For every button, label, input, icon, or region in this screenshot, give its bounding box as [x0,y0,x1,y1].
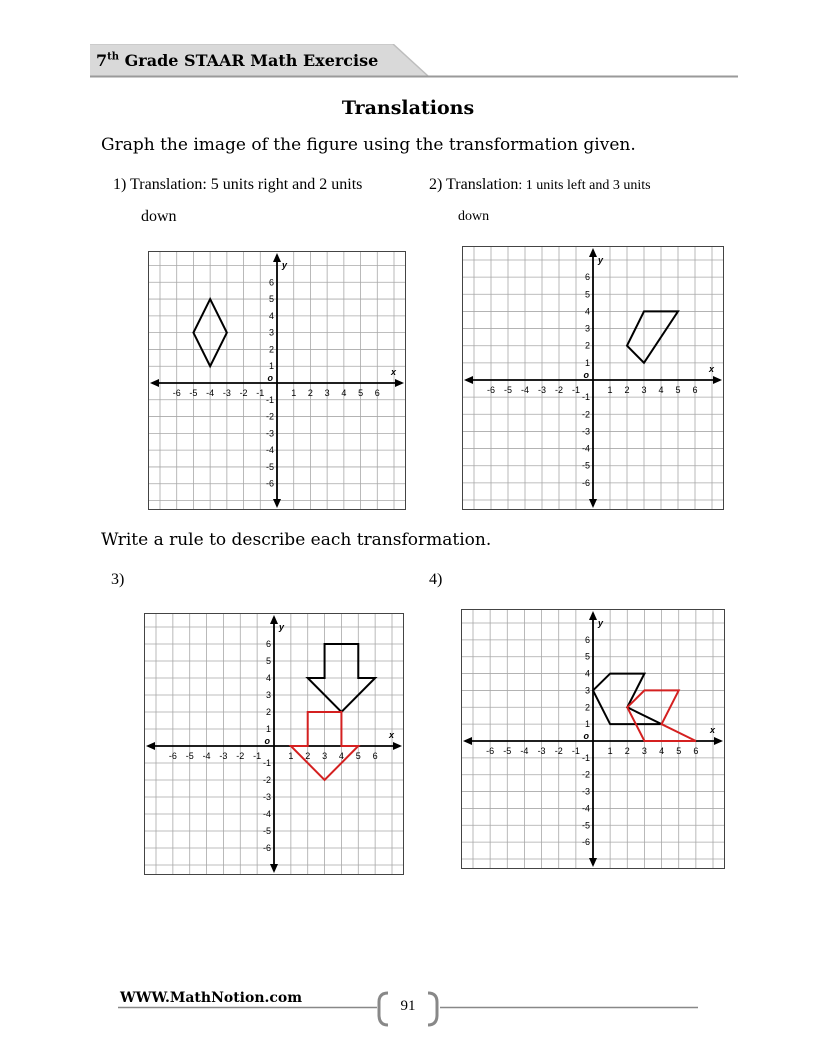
y-tick-label: -1 [581,752,590,763]
y-tick-label: -6 [265,478,274,489]
x-tick-label: -4 [206,388,215,398]
y-tick-label: -6 [581,837,590,848]
y-tick-label: 6 [265,639,271,649]
coordinate-grid-2 [462,246,724,510]
y-tick-label: 2 [584,702,590,713]
header-title: 7th Grade STAAR Math Exercise [96,51,379,70]
x-tick-label: 3 [322,751,328,761]
x-tick-label: 2 [624,385,630,395]
origin-label: o [267,373,273,383]
x-tick-label: 1 [291,388,297,398]
x-tick-label: 2 [307,388,313,398]
origin-label: o [583,731,589,741]
y-tick-label: 2 [265,707,271,717]
y-tick-label: -3 [581,786,590,797]
x-tick-label: -1 [256,388,265,398]
x-tick-label: 5 [676,746,682,756]
y-tick-label: -4 [581,443,590,454]
x-tick-label: -1 [253,751,262,761]
y-tick-label: -4 [262,809,271,819]
y-tick-label: 3 [268,327,274,338]
x-tick-label: -2 [236,751,245,761]
y-tick-label: 6 [584,634,590,645]
y-tick-label: -5 [581,820,590,831]
x-tick-label: -4 [202,751,211,761]
problem-2-line1: 2) Translation: 1 units left and 3 units [429,176,651,193]
x-tick-label: -5 [503,385,513,395]
y-tick-label: -4 [265,445,274,456]
x-axis-label: x [388,730,394,740]
x-tick-label: 5 [355,751,361,761]
y-tick-label: 3 [265,690,271,700]
y-tick-label: 2 [268,344,274,355]
y-tick-label: -3 [265,428,274,439]
x-tick-label: 1 [607,746,613,756]
x-axis-label: x [709,725,715,735]
x-tick-label: -3 [537,746,546,756]
y-tick-label: -2 [581,409,590,420]
x-tick-label: 6 [372,751,378,761]
y-tick-label: -2 [265,411,274,422]
y-tick-label: 4 [265,673,271,683]
x-tick-label: -5 [503,746,512,756]
y-tick-label: -3 [581,426,590,437]
x-tick-label: 6 [692,385,698,395]
y-tick-label: 5 [584,289,590,300]
y-tick-label: -3 [262,792,271,802]
x-tick-label: -4 [520,746,529,756]
y-axis-label: y [598,618,604,628]
origin-label: o [583,370,589,380]
y-tick-label: -1 [265,394,274,405]
y-tick-label: 4 [584,668,590,679]
problem-2-line2: down [458,209,490,224]
x-axis-label: x [708,364,714,374]
x-tick-label: -2 [554,385,564,395]
x-tick-label: -3 [537,385,547,395]
x-tick-label: -6 [486,746,495,756]
x-tick-label: 5 [675,385,681,395]
x-tick-label: 1 [288,751,294,761]
problem-1-line1: 1) Translation: 5 units right and 2 units [113,176,363,193]
x-tick-label: 4 [341,388,347,398]
y-tick-label: 3 [584,323,590,334]
x-tick-label: 2 [624,746,630,756]
y-tick-label: 1 [268,361,274,372]
origin-label: o [264,736,270,746]
y-tick-label: -1 [262,758,271,768]
x-tick-label: -1 [571,385,581,395]
y-tick-label: 4 [584,306,590,317]
x-tick-label: -2 [554,746,563,756]
y-tick-label: -5 [262,826,271,836]
y-axis-label: y [598,255,604,265]
page-number: 91 [400,998,416,1014]
y-axis-label: y [282,260,288,270]
x-tick-label: -5 [185,751,194,761]
problem-3-number: 3) [111,571,125,588]
x-tick-label: 4 [338,751,344,761]
x-tick-label: 5 [358,388,364,398]
y-tick-label: -2 [581,769,590,780]
y-tick-label: -6 [262,843,271,853]
instruction-rule: Write a rule to describe each transformation. [101,530,492,550]
x-tick-label: 4 [659,746,665,756]
y-tick-label: 3 [584,685,590,696]
coordinate-grid-3 [144,613,404,875]
x-tick-label: -6 [172,388,181,398]
instruction-graph: Graph the image of the figure using the transformation given. [101,135,636,155]
coordinate-grid-4 [461,609,725,869]
coordinate-grid-1 [148,251,406,510]
x-axis-label: x [390,367,396,377]
footer-url: WWW.MathNotion.com [120,990,303,1006]
x-tick-label: 6 [374,388,380,398]
y-tick-label: -4 [581,803,590,814]
x-tick-label: -3 [222,388,231,398]
x-tick-label: 2 [305,751,311,761]
y-tick-label: 5 [268,294,274,305]
y-tick-label: 5 [265,656,271,666]
problem-1-line2: down [141,208,177,225]
x-tick-label: -4 [520,385,530,395]
page-title: Translations [341,97,475,119]
x-tick-label: -6 [168,751,177,761]
y-tick-label: -5 [581,460,590,471]
x-tick-label: 3 [641,746,647,756]
x-tick-label: -6 [486,385,496,395]
y-tick-label: 4 [268,310,274,321]
y-axis-label: y [279,622,285,632]
y-tick-label: -1 [581,392,590,403]
x-tick-label: -5 [189,388,198,398]
x-tick-label: 6 [693,746,699,756]
x-tick-label: -3 [219,751,228,761]
y-tick-label: -6 [581,477,590,488]
y-tick-label: 6 [584,272,590,283]
x-tick-label: 3 [324,388,330,398]
y-tick-label: -2 [262,775,271,785]
x-tick-label: 3 [641,385,647,395]
y-tick-label: 5 [584,651,590,662]
y-tick-label: 1 [265,724,271,734]
y-tick-label: -5 [265,461,274,472]
x-tick-label: 4 [658,385,664,395]
x-tick-label: -1 [571,746,580,756]
y-tick-label: 2 [584,340,590,351]
problem-4-number: 4) [429,571,443,588]
y-tick-label: 1 [584,719,590,730]
x-tick-label: 1 [607,385,613,395]
y-tick-label: 6 [268,277,274,288]
y-tick-label: 1 [584,357,590,368]
x-tick-label: -2 [239,388,248,398]
